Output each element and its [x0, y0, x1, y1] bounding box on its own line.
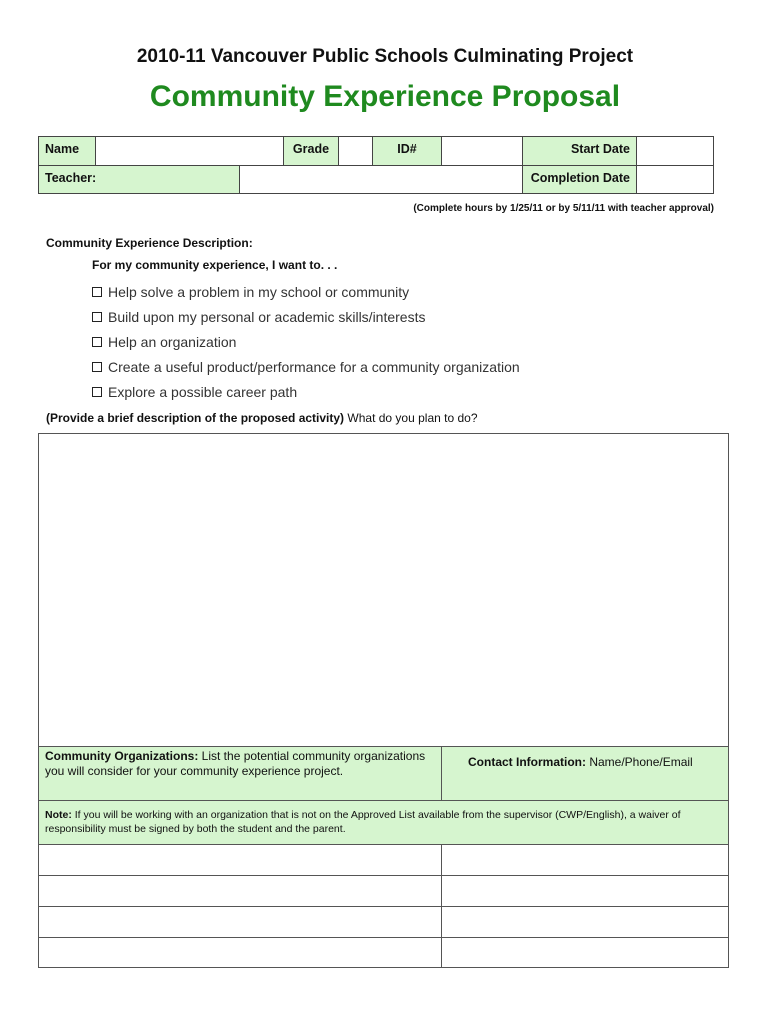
contact-label-rest: Name/Phone/Email	[586, 755, 693, 769]
option-build-skills[interactable]	[92, 309, 425, 325]
organization-contact-field[interactable]	[442, 907, 728, 937]
note-bold: Note:	[45, 809, 72, 821]
page-title: Community Experience Proposal	[149, 80, 621, 113]
completion-date-field[interactable]	[636, 165, 713, 193]
option-label: Explore a possible career path	[108, 384, 298, 400]
teacher-field[interactable]	[239, 165, 522, 193]
organization-contact-field[interactable]	[442, 876, 728, 906]
organization-name-field[interactable]	[39, 845, 441, 875]
teacher-label: Teacher:	[39, 165, 239, 193]
checkbox-icon[interactable]	[92, 387, 102, 397]
organization-row	[39, 875, 728, 906]
contact-label-bold: Contact Information:	[468, 755, 586, 769]
name-field[interactable]	[95, 137, 283, 165]
checkbox-icon[interactable]	[92, 287, 102, 297]
checkbox-icon[interactable]	[92, 362, 102, 372]
activity-prompt-bold: (Provide a brief description of the proposed activity)	[46, 411, 345, 425]
grade-field[interactable]	[338, 137, 372, 165]
description-prompt: For my community experience, I want to. . .	[92, 258, 338, 272]
option-solve-problem[interactable]	[92, 284, 409, 300]
note-rest: If you will be working with an organization that is not on the Approved List available from the supervisor (CWP/English), a waiver of responsibility must be signed by both the student and the parent.	[45, 809, 681, 835]
option-explore-career[interactable]	[92, 384, 297, 400]
organizations-label-bold: Community Organizations:	[45, 749, 199, 763]
deadline-note: (Complete hours by 1/25/11 or by 5/11/11 with teacher approval)	[413, 203, 714, 214]
id-label: ID#	[372, 137, 441, 165]
organizations-header	[39, 746, 442, 800]
option-help-organization[interactable]	[92, 334, 236, 350]
start-date-label: Start Date	[522, 137, 636, 165]
option-create-product[interactable]	[92, 359, 520, 375]
organizations-label-rest: List the potential community organizations you will consider for your community experience project.	[45, 749, 426, 778]
completion-date-label: Completion Date	[522, 165, 636, 193]
option-label: Help an organization	[108, 334, 237, 350]
checkbox-icon[interactable]	[92, 312, 102, 322]
organization-contact-field[interactable]	[442, 845, 728, 875]
activity-prompt	[46, 411, 478, 425]
organization-name-field[interactable]	[39, 938, 441, 968]
option-label: Help solve a problem in my school or community	[108, 284, 410, 300]
name-label: Name	[39, 137, 95, 165]
option-label: Create a useful product/performance for a community organization	[108, 359, 520, 375]
checkbox-icon[interactable]	[92, 337, 102, 347]
description-label: Community Experience Description:	[46, 236, 253, 250]
info-table	[38, 136, 714, 194]
activity-prompt-rest: What do you plan to do?	[344, 411, 478, 425]
organization-name-field[interactable]	[39, 876, 441, 906]
start-date-field[interactable]	[636, 137, 713, 165]
waiver-note	[39, 800, 728, 844]
organization-contact-field[interactable]	[442, 938, 728, 968]
organization-name-field[interactable]	[39, 907, 441, 937]
contact-header	[441, 746, 728, 800]
organization-row	[39, 906, 728, 937]
id-field[interactable]	[441, 137, 522, 165]
project-heading: 2010-11 Vancouver Public Schools Culminating Project	[136, 46, 634, 67]
option-label: Build upon my personal or academic skills/interests	[108, 309, 426, 325]
grade-label: Grade	[283, 137, 338, 165]
activity-description-field[interactable]	[39, 434, 728, 746]
organization-row	[39, 937, 728, 968]
organization-row	[39, 844, 728, 875]
proposal-box	[38, 433, 729, 968]
